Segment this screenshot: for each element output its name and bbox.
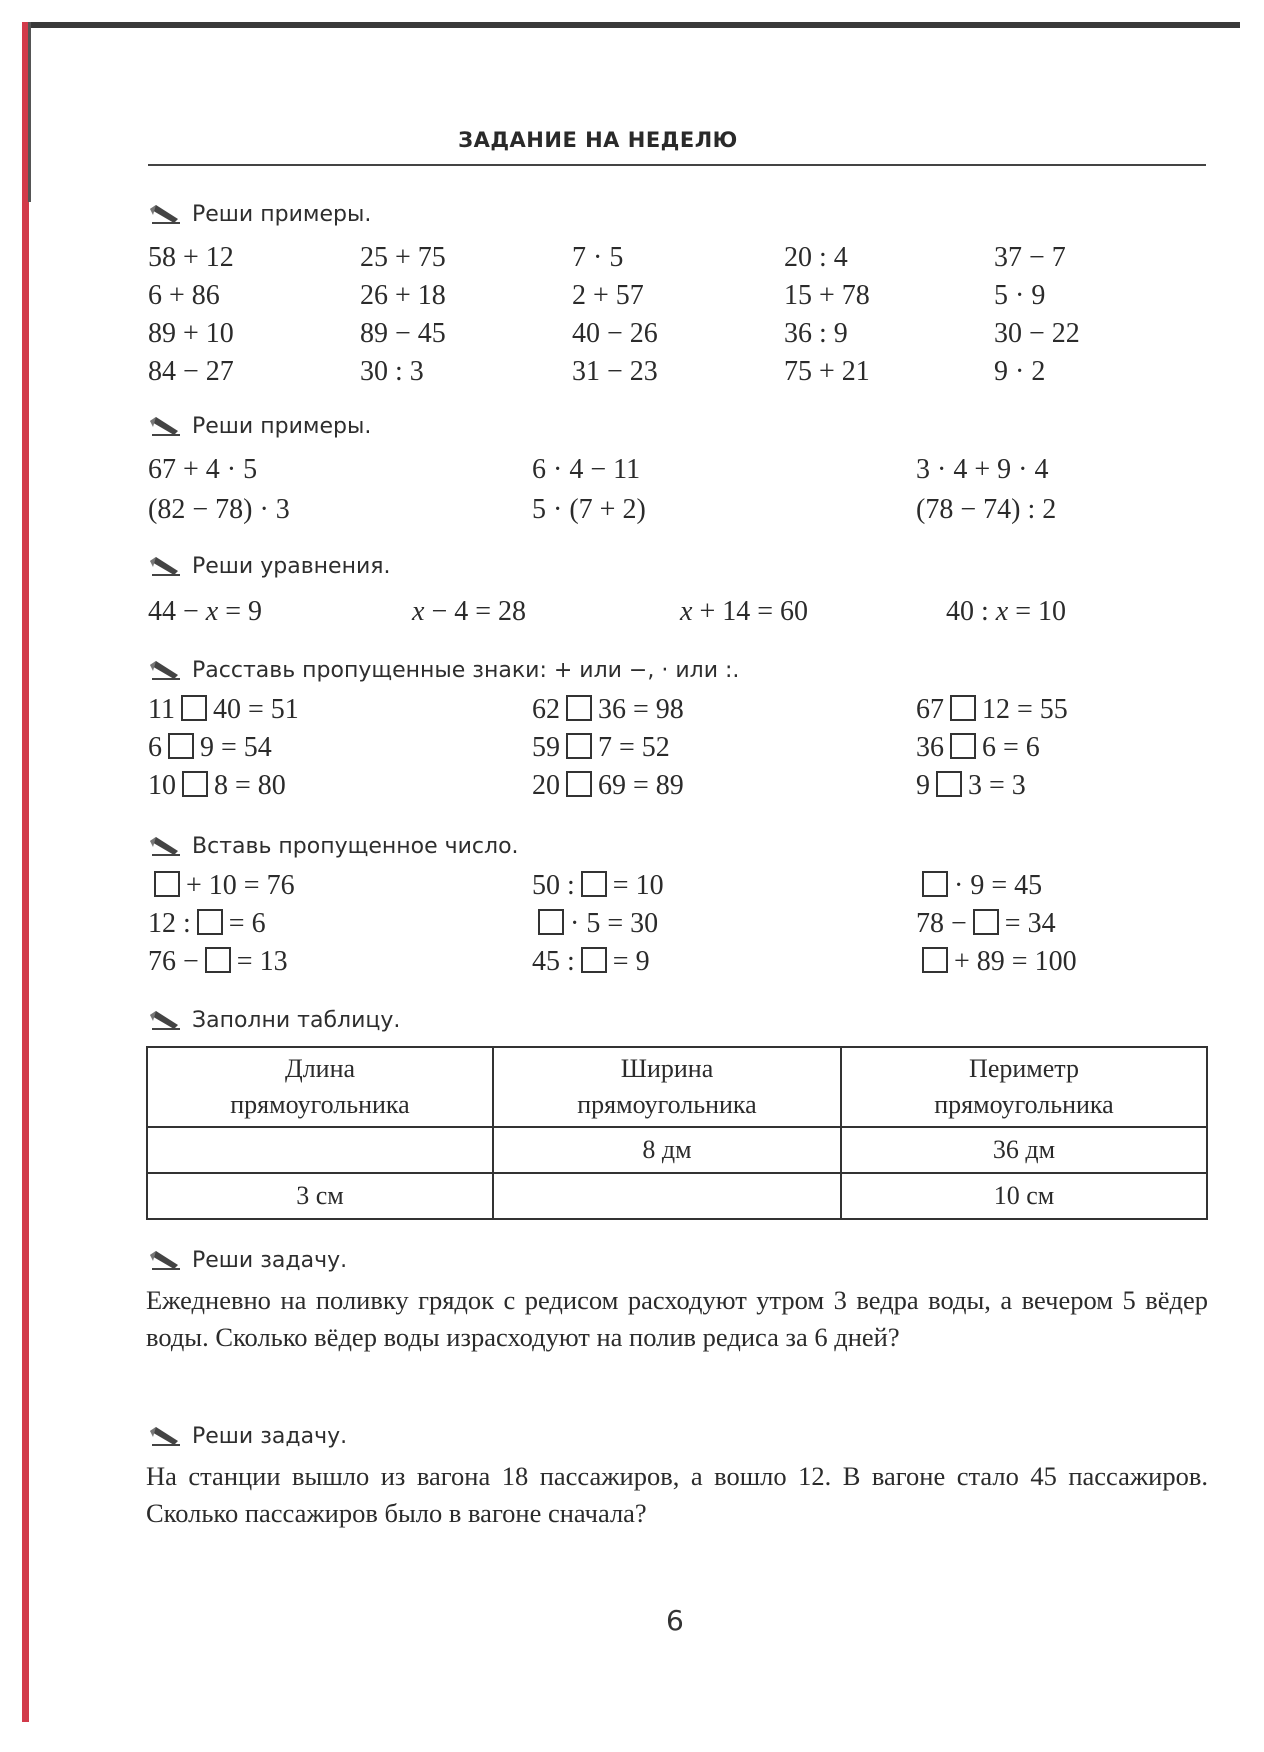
arithmetic-expression: 40 − 26 xyxy=(572,318,658,349)
table-row xyxy=(147,1127,1207,1173)
instruction-text: Расставь пропущенные знаки: + или −, · или :. xyxy=(192,657,740,683)
arithmetic-expression: 6 + 86 xyxy=(148,280,220,311)
expression-left: 12 : xyxy=(148,908,191,939)
answer-box[interactable] xyxy=(566,733,592,759)
expression-right: · 5 = 30 xyxy=(570,908,659,939)
table-header-cell: Ширина прямоугольника xyxy=(493,1047,841,1127)
fill-in-expression xyxy=(916,946,1077,978)
expression-right: 3 = 3 xyxy=(968,770,1026,801)
fill-in-expression xyxy=(532,870,664,902)
arithmetic-expression: 25 + 75 xyxy=(360,242,446,273)
answer-box[interactable] xyxy=(581,871,607,897)
fill-in-expression xyxy=(532,732,670,764)
arithmetic-expression: 75 + 21 xyxy=(784,356,870,387)
equation xyxy=(946,596,1066,628)
instruction-text: Реши задачу. xyxy=(192,1247,348,1273)
table-cell: 10 см xyxy=(841,1173,1207,1219)
arithmetic-expression: 36 : 9 xyxy=(784,318,848,349)
instruction-text: Реши задачу. xyxy=(192,1423,348,1449)
fill-in-expression xyxy=(148,870,295,902)
equation-variable: x xyxy=(412,596,425,627)
expression-right: 9 = 54 xyxy=(200,732,272,763)
equation-variable: x xyxy=(995,596,1009,627)
pencil-icon xyxy=(148,659,182,681)
expression-left: 67 xyxy=(916,694,944,725)
table-cell-empty[interactable] xyxy=(493,1173,841,1219)
fill-in-expression xyxy=(148,694,299,726)
table-header-cell: Периметр прямоугольника xyxy=(841,1047,1207,1127)
expression-left: 36 xyxy=(916,732,944,763)
table-row xyxy=(147,1173,1207,1219)
arithmetic-expression: (82 − 78) · 3 xyxy=(148,494,290,525)
exercise-3-instruction xyxy=(148,550,390,582)
arithmetic-expression: 15 + 78 xyxy=(784,280,870,311)
expression-left: 78 − xyxy=(916,908,967,939)
fill-in-expression xyxy=(532,694,684,726)
arithmetic-expression: 20 : 4 xyxy=(784,242,848,273)
answer-box[interactable] xyxy=(922,947,948,973)
arithmetic-expression: 67 + 4 · 5 xyxy=(148,454,258,485)
fill-in-expression xyxy=(916,732,1040,764)
fill-in-expression xyxy=(532,908,658,940)
expression-right: + 10 = 76 xyxy=(186,870,295,901)
pencil-icon xyxy=(148,203,182,225)
arithmetic-expression: 5 · 9 xyxy=(994,280,1046,311)
pencil-icon xyxy=(148,1009,182,1031)
page-number: 6 xyxy=(666,1604,684,1637)
answer-box[interactable] xyxy=(936,771,962,797)
page-header xyxy=(148,128,1206,168)
arithmetic-expression: 30 − 22 xyxy=(994,318,1080,349)
arithmetic-expression: 3 · 4 + 9 · 4 xyxy=(916,454,1049,485)
fill-in-expression xyxy=(148,770,286,802)
answer-box[interactable] xyxy=(950,695,976,721)
arithmetic-expression: 89 + 10 xyxy=(148,318,234,349)
arithmetic-expression: 89 − 45 xyxy=(360,318,446,349)
answer-box[interactable] xyxy=(922,871,948,897)
fill-in-expression xyxy=(532,946,650,978)
arithmetic-expression: 2 + 57 xyxy=(572,280,644,311)
page-binding-shadow xyxy=(28,22,31,202)
instruction-text: Вставь пропущенное число. xyxy=(192,833,519,859)
expression-left: 76 − xyxy=(148,946,199,977)
expression-right: 69 = 89 xyxy=(598,770,684,801)
answer-box[interactable] xyxy=(566,695,592,721)
table-cell: 8 дм xyxy=(493,1127,841,1173)
answer-box[interactable] xyxy=(205,947,231,973)
instruction-text: Реши уравнения. xyxy=(192,553,391,579)
table-header-row xyxy=(147,1047,1207,1127)
expression-right: 36 = 98 xyxy=(598,694,684,725)
expression-right: 40 = 51 xyxy=(212,694,299,725)
exercise-4-instruction xyxy=(148,654,739,686)
equation-right: − 4 = 28 xyxy=(424,596,527,627)
expression-right: = 9 xyxy=(612,946,650,977)
equation-left: 44 − xyxy=(148,596,206,627)
expression-right: 7 = 52 xyxy=(598,732,670,763)
exercise-5-instruction xyxy=(148,830,519,862)
fill-in-expression xyxy=(148,732,272,764)
instruction-text: Реши примеры. xyxy=(192,413,372,439)
expression-right: = 10 xyxy=(612,870,664,901)
pencil-icon xyxy=(148,1249,182,1271)
table-cell: 36 дм xyxy=(841,1127,1207,1173)
arithmetic-expression: 5 · (7 + 2) xyxy=(532,494,646,525)
answer-box[interactable] xyxy=(181,695,207,721)
arithmetic-expression: 9 · 2 xyxy=(994,356,1046,387)
pencil-icon xyxy=(148,555,182,577)
equation-variable: x xyxy=(205,596,219,627)
expression-right: 12 = 55 xyxy=(982,694,1068,725)
fill-in-expression xyxy=(916,908,1056,940)
exercise-2-instruction xyxy=(148,410,371,442)
expression-left: 9 xyxy=(916,770,930,801)
expression-left: 11 xyxy=(148,694,175,725)
fill-in-expression xyxy=(532,770,684,802)
instruction-text: Реши примеры. xyxy=(192,201,372,227)
exercise-8-instruction xyxy=(148,1420,347,1452)
arithmetic-expression: 7 · 5 xyxy=(572,242,624,273)
fill-in-expression xyxy=(916,870,1042,902)
answer-box[interactable] xyxy=(182,771,208,797)
arithmetic-expression: 84 − 27 xyxy=(148,356,234,387)
expression-right: = 6 xyxy=(228,908,266,939)
expression-left: 50 : xyxy=(532,870,575,901)
arithmetic-expression: 58 + 12 xyxy=(148,242,234,273)
pencil-icon xyxy=(148,415,182,437)
answer-box[interactable] xyxy=(581,947,607,973)
arithmetic-expression: 6 · 4 − 11 xyxy=(532,454,641,485)
expression-right: 6 = 6 xyxy=(982,732,1040,763)
page-top-edge xyxy=(28,22,1240,28)
pencil-icon xyxy=(148,1425,182,1447)
table-header-cell: Длина прямоугольника xyxy=(147,1047,493,1127)
arithmetic-expression: 30 : 3 xyxy=(360,356,424,387)
expression-right: 8 = 80 xyxy=(214,770,286,801)
equation xyxy=(680,596,808,628)
fill-in-expression xyxy=(916,694,1068,726)
arithmetic-expression: 37 − 7 xyxy=(994,242,1066,273)
answer-box[interactable] xyxy=(950,733,976,759)
expression-left: 10 xyxy=(148,770,176,801)
arithmetic-expression: (78 − 74) : 2 xyxy=(916,494,1057,525)
equation xyxy=(412,596,526,628)
expression-left: 45 : xyxy=(532,946,575,977)
answer-box[interactable] xyxy=(538,909,564,935)
fill-in-expression xyxy=(148,946,288,978)
expression-left: 20 xyxy=(532,770,560,801)
expression-right: · 9 = 45 xyxy=(954,870,1043,901)
arithmetic-expression: 26 + 18 xyxy=(360,280,446,311)
equation-variable: x xyxy=(680,596,693,627)
exercise-1-instruction xyxy=(148,198,371,230)
header-rule xyxy=(148,164,1206,166)
answer-box[interactable] xyxy=(566,771,592,797)
exercise-6-instruction xyxy=(148,1004,400,1036)
equation-right: + 14 = 60 xyxy=(692,596,809,627)
fill-in-expression xyxy=(916,770,1026,802)
answer-box[interactable] xyxy=(168,733,194,759)
equation xyxy=(148,596,262,628)
word-problem-1: Ежедневно на поливку грядок с редисом расходуют утром 3 ведра воды, а вечером 5 вёдер воды. Сколько вёдер воды израсходуют на полив редиса за 6 дней? xyxy=(146,1285,1208,1352)
expression-left: 62 xyxy=(532,694,560,725)
fill-in-expression xyxy=(148,908,266,940)
answer-box[interactable] xyxy=(973,909,999,935)
expression-left: 59 xyxy=(532,732,560,763)
expression-right: = 13 xyxy=(236,946,288,977)
pencil-icon xyxy=(148,835,182,857)
equation-right: = 10 xyxy=(1008,596,1067,627)
page-binding-edge xyxy=(22,22,29,1722)
expression-right: + 89 = 100 xyxy=(954,946,1077,977)
expression-left: 6 xyxy=(148,732,162,763)
page-title: ЗАДАНИЕ НА НЕДЕЛЮ xyxy=(458,128,738,152)
equation-right: = 9 xyxy=(218,596,263,627)
equation-left: 40 : xyxy=(946,596,996,627)
arithmetic-expression: 31 − 23 xyxy=(572,356,658,387)
expression-right: = 34 xyxy=(1004,908,1056,939)
rectangle-table xyxy=(146,1046,1208,1220)
word-problem-2: На станции вышло из вагона 18 пассажиров, а вошло 12. В вагоне стало 45 пассажиров. Сколько пассажиров было в вагоне сначала? xyxy=(146,1461,1208,1528)
table-cell-empty[interactable] xyxy=(147,1127,493,1173)
exercise-7-instruction xyxy=(148,1244,347,1276)
answer-box[interactable] xyxy=(154,871,180,897)
answer-box[interactable] xyxy=(197,909,223,935)
instruction-text: Заполни таблицу. xyxy=(192,1007,401,1033)
table-cell: 3 см xyxy=(147,1173,493,1219)
